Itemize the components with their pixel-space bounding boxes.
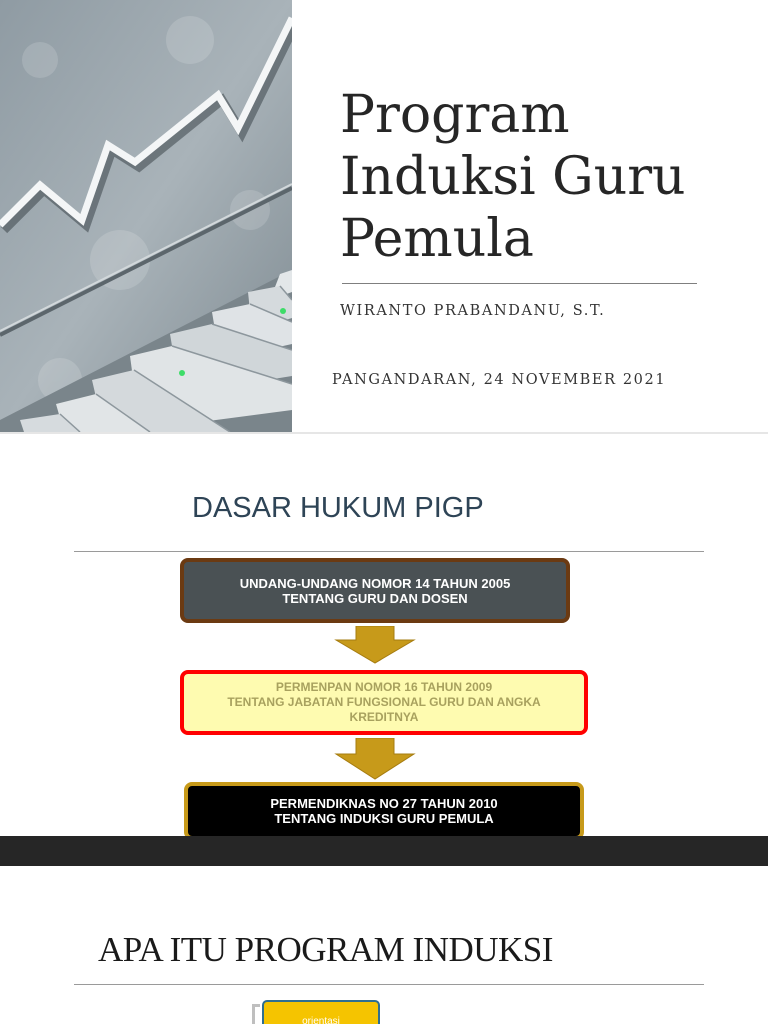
down-arrow-icon (334, 626, 416, 664)
slide-title: APA ITU PROGRAM INDUKSI (98, 930, 553, 969)
box-line: KREDITNYA (349, 710, 419, 724)
box-line: PERMENPAN NOMOR 16 TAHUN 2009 (275, 680, 493, 694)
box-line: UNDANG-UNDANG NOMOR 14 TAHUN 2005 (239, 575, 511, 591)
slide-footer-bar (0, 836, 768, 866)
place-date: PANGANDARAN, 24 NOVEMBER 2021 (332, 372, 667, 388)
law-box-permendiknas (184, 782, 584, 840)
title-divider (74, 551, 704, 552)
box-line: TENTANG GURU DAN DOSEN (282, 590, 468, 606)
what-is-induction-slide (0, 866, 768, 1024)
slide-title: DASAR HUKUM PIGP (192, 492, 484, 524)
presentation-title (340, 84, 750, 270)
stairs-growth-photo (0, 0, 292, 432)
law-box-permenpan (180, 670, 588, 735)
legal-basis-slide (0, 434, 768, 866)
title-line: Pemula (340, 209, 534, 269)
title-line: Program (340, 85, 570, 145)
title-divider (74, 984, 704, 985)
law-box-undang-undang (180, 558, 570, 623)
diagram-node-orientasi: orientasi (262, 1000, 380, 1024)
author-name: WIRANTO PRABANDANU, S.T. (340, 303, 606, 319)
box-line: TENTANG JABATAN FUNGSIONAL GURU DAN ANGKA (227, 695, 541, 709)
down-arrow-icon (334, 738, 416, 780)
box-line: PERMENDIKNAS NO 27 TAHUN 2010 (270, 796, 498, 811)
box-line: TENTANG INDUKSI GURU PEMULA (274, 811, 494, 826)
title-slide (0, 0, 768, 432)
title-line: Induksi Guru (340, 147, 686, 207)
title-divider (342, 283, 697, 284)
connector-line (252, 1004, 260, 1024)
